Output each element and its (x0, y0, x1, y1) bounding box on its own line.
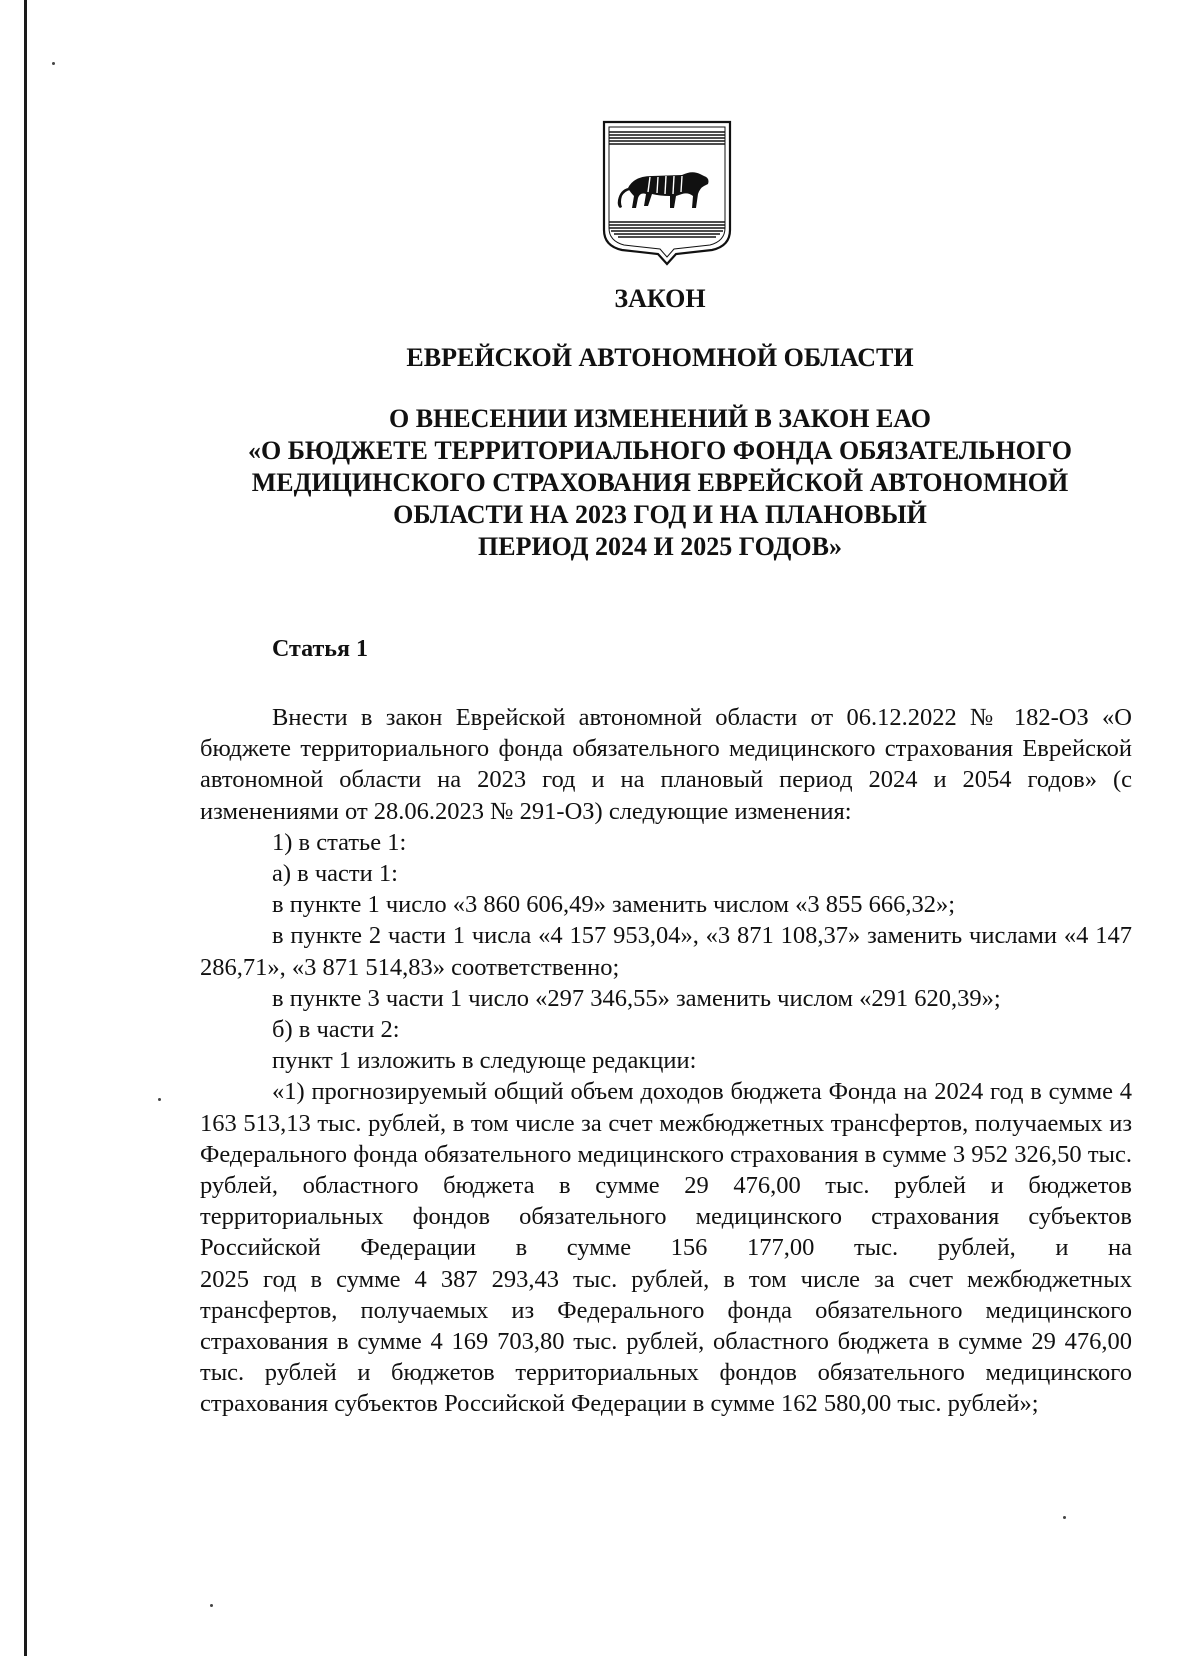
scan-speck (158, 1098, 161, 1101)
region-heading: ЕВРЕЙСКОЙ АВТОНОМНОЙ ОБЛАСТИ (406, 343, 914, 372)
amendment-sub-a: а) в части 1: (272, 860, 398, 888)
amendment-sub-b: б) в части 2: (272, 1016, 400, 1044)
scan-speck (210, 1604, 213, 1607)
scan-edge-line (24, 0, 27, 1656)
subject-line: МЕДИЦИНСКОГО СТРАХОВАНИЯ ЕВРЕЙСКОЙ АВТОНОМНОЙ (251, 468, 1069, 497)
article-body (200, 702, 1132, 1420)
subject-line: О ВНЕСЕНИИ ИЗМЕНЕНИЙ В ЗАКОН ЕАО (388, 404, 932, 433)
quoted-text-part-2: 2025 год в сумме 4 387 293,43 тыс. рублей, в том числе за счет межбюджетных трансфертов, получаемых из Федерального фонда обязательного медицинского страхования в сумме 4 169 703,80 тыс. рублей, областного бюджета в сумме 29 476,00 тыс. рублей и бюджетов территориальных фондов обязательного медицинского страхования субъектов Российской Федерации в сумме 162 580,00 тыс. рублей»; (200, 1265, 1132, 1418)
amendment-item-1: 1) в статье 1: (272, 828, 407, 856)
subject-line: ПЕРИОД 2024 И 2025 ГОДОВ» (478, 532, 842, 561)
intro-paragraph: Внести в закон Еврейской автономной области от 06.12.2022 № 182-ОЗ «О бюджете территориального фонда обязательного медицинского страхования Еврейской автономной области на 2023 год и на плановый период 2024 и 2054 годов» (с изменениями от 28.06.2023 № 291-ОЗ) следующие изменения: (200, 704, 1132, 825)
article-title: Статья 1 (272, 636, 368, 662)
subject-line: ОБЛАСТИ НА 2023 ГОД И НА ПЛАНОВЫЙ (393, 500, 927, 529)
scan-speck (52, 62, 55, 65)
amendment-point-b1: пункт 1 изложить в следующе редакции: (272, 1047, 697, 1075)
quoted-text-part-1: «1) прогнозируемый общий объем доходов бюджета Фонда на 2024 год в сумме 4 163 513,13 тыс. рублей, в том числе за счет межбюджетных трансфертов, получаемых из Федерального фонда обязательного медицинского страхования в сумме 3 952 326,50 тыс. рублей, областного бюджета в сумме 29 476,00 тыс. рублей и бюджетов территориальных фондов обязательного медицинского страхования субъектов Российской Федерации в сумме 156 177,00 тыс. рублей, и на (200, 1078, 1132, 1262)
law-subject-title (160, 403, 1160, 563)
amendment-point-1: в пункте 1 число «3 860 606,49» заменить числом «3 855 666,32»; (272, 891, 956, 919)
law-heading: ЗАКОН (614, 284, 706, 313)
amendment-point-3: в пункте 3 части 1 число «297 346,55» заменить числом «291 620,39»; (272, 984, 1001, 1012)
scan-speck (1063, 1516, 1066, 1519)
coat-of-arms-emblem (600, 118, 734, 266)
amendment-point-2: в пункте 2 части 1 числа «4 157 953,04», «3 871 108,37» заменить числами «4 147 286,71», «3 871 514,83» соответственно; (200, 922, 1132, 981)
subject-line: «О БЮДЖЕТЕ ТЕРРИТОРИАЛЬНОГО ФОНДА ОБЯЗАТЕЛЬНОГО (247, 436, 1073, 465)
